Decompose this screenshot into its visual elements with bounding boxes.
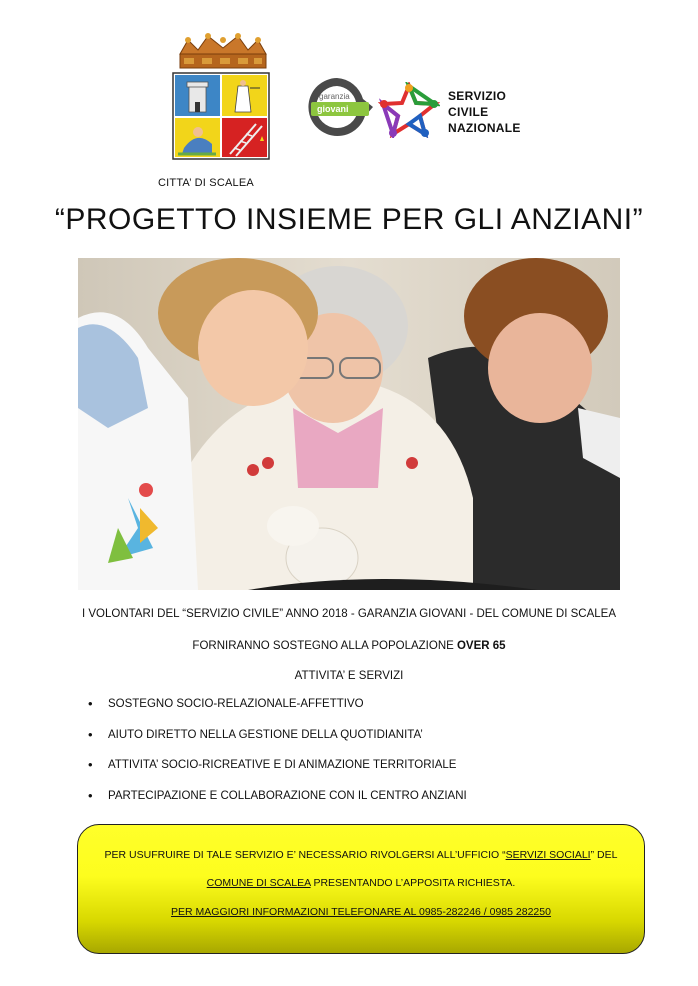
volunteers-elderly-photo [78, 258, 620, 590]
info-line-1-suffix: ” DEL [590, 849, 618, 861]
garanzia-giovani-logo-icon [297, 76, 377, 138]
info-line-3 [78, 906, 644, 918]
crown-icon [174, 32, 272, 72]
info-line-2 [78, 877, 644, 889]
scn-line-3: NAZIONALE [448, 121, 521, 135]
support-bold: OVER 65 [456, 640, 506, 652]
comune-link[interactable]: COMUNE DI SCALEA [206, 877, 311, 889]
list-item: • PARTECIPAZIONE E COLLABORAZIONE CON IL CENTRO ANZIANI [88, 788, 467, 819]
scn-line-2: CIVILE [448, 105, 489, 119]
info-box [77, 824, 645, 954]
scn-line-1: SERVIZIO [448, 89, 507, 103]
support-text [0, 640, 698, 652]
servizio-civile-star-icon [378, 82, 440, 138]
list-item: • ATTIVITA’ SOCIO-RICREATIVE E DI ANIMAZIONE TERRITORIALE [88, 757, 467, 788]
intro-text: I VOLONTARI DEL “SERVIZIO CIVILE” ANNO 2018 - GARANZIA GIOVANI - DEL COMUNE DI SCALEA [81, 608, 617, 620]
giovani-text: giovani [317, 104, 349, 114]
phone-info-link[interactable]: PER MAGGIORI INFORMAZIONI TELEFONARE AL 0985-282246 / 0985 282250 [171, 906, 551, 918]
servizio-civile-text [448, 88, 521, 136]
services-list [88, 696, 467, 818]
city-label: CITTA’ DI SCALEA [158, 177, 254, 189]
coat-of-arms-icon [172, 72, 270, 160]
info-line-2-suffix: PRESENTANDO L’APPOSITA RICHIESTA. [310, 877, 516, 889]
list-item: • AIUTO DIRETTO NELLA GESTIONE DELLA QUOTIDIANITA’ [88, 727, 467, 758]
info-line-1 [78, 849, 644, 861]
support-prefix: FORNIRANNO SOSTEGNO ALLA POPOLAZIONE [192, 640, 457, 652]
garanzia-text: garanzia [319, 92, 350, 101]
page-title: “PROGETTO INSIEME PER GLI ANZIANI” [54, 203, 644, 236]
services-title: ATTIVITA’ E SERVIZI [294, 670, 404, 682]
servizi-sociali-link[interactable]: SERVIZI SOCIALI [505, 849, 591, 861]
list-item: • SOSTEGNO SOCIO-RELAZIONALE-AFFETTIVO [88, 696, 467, 727]
info-line-1-prefix: PER USUFRUIRE DI TALE SERVIZIO E’ NECESSARIO RIVOLGERSI ALL’UFFICIO “ [104, 849, 506, 861]
